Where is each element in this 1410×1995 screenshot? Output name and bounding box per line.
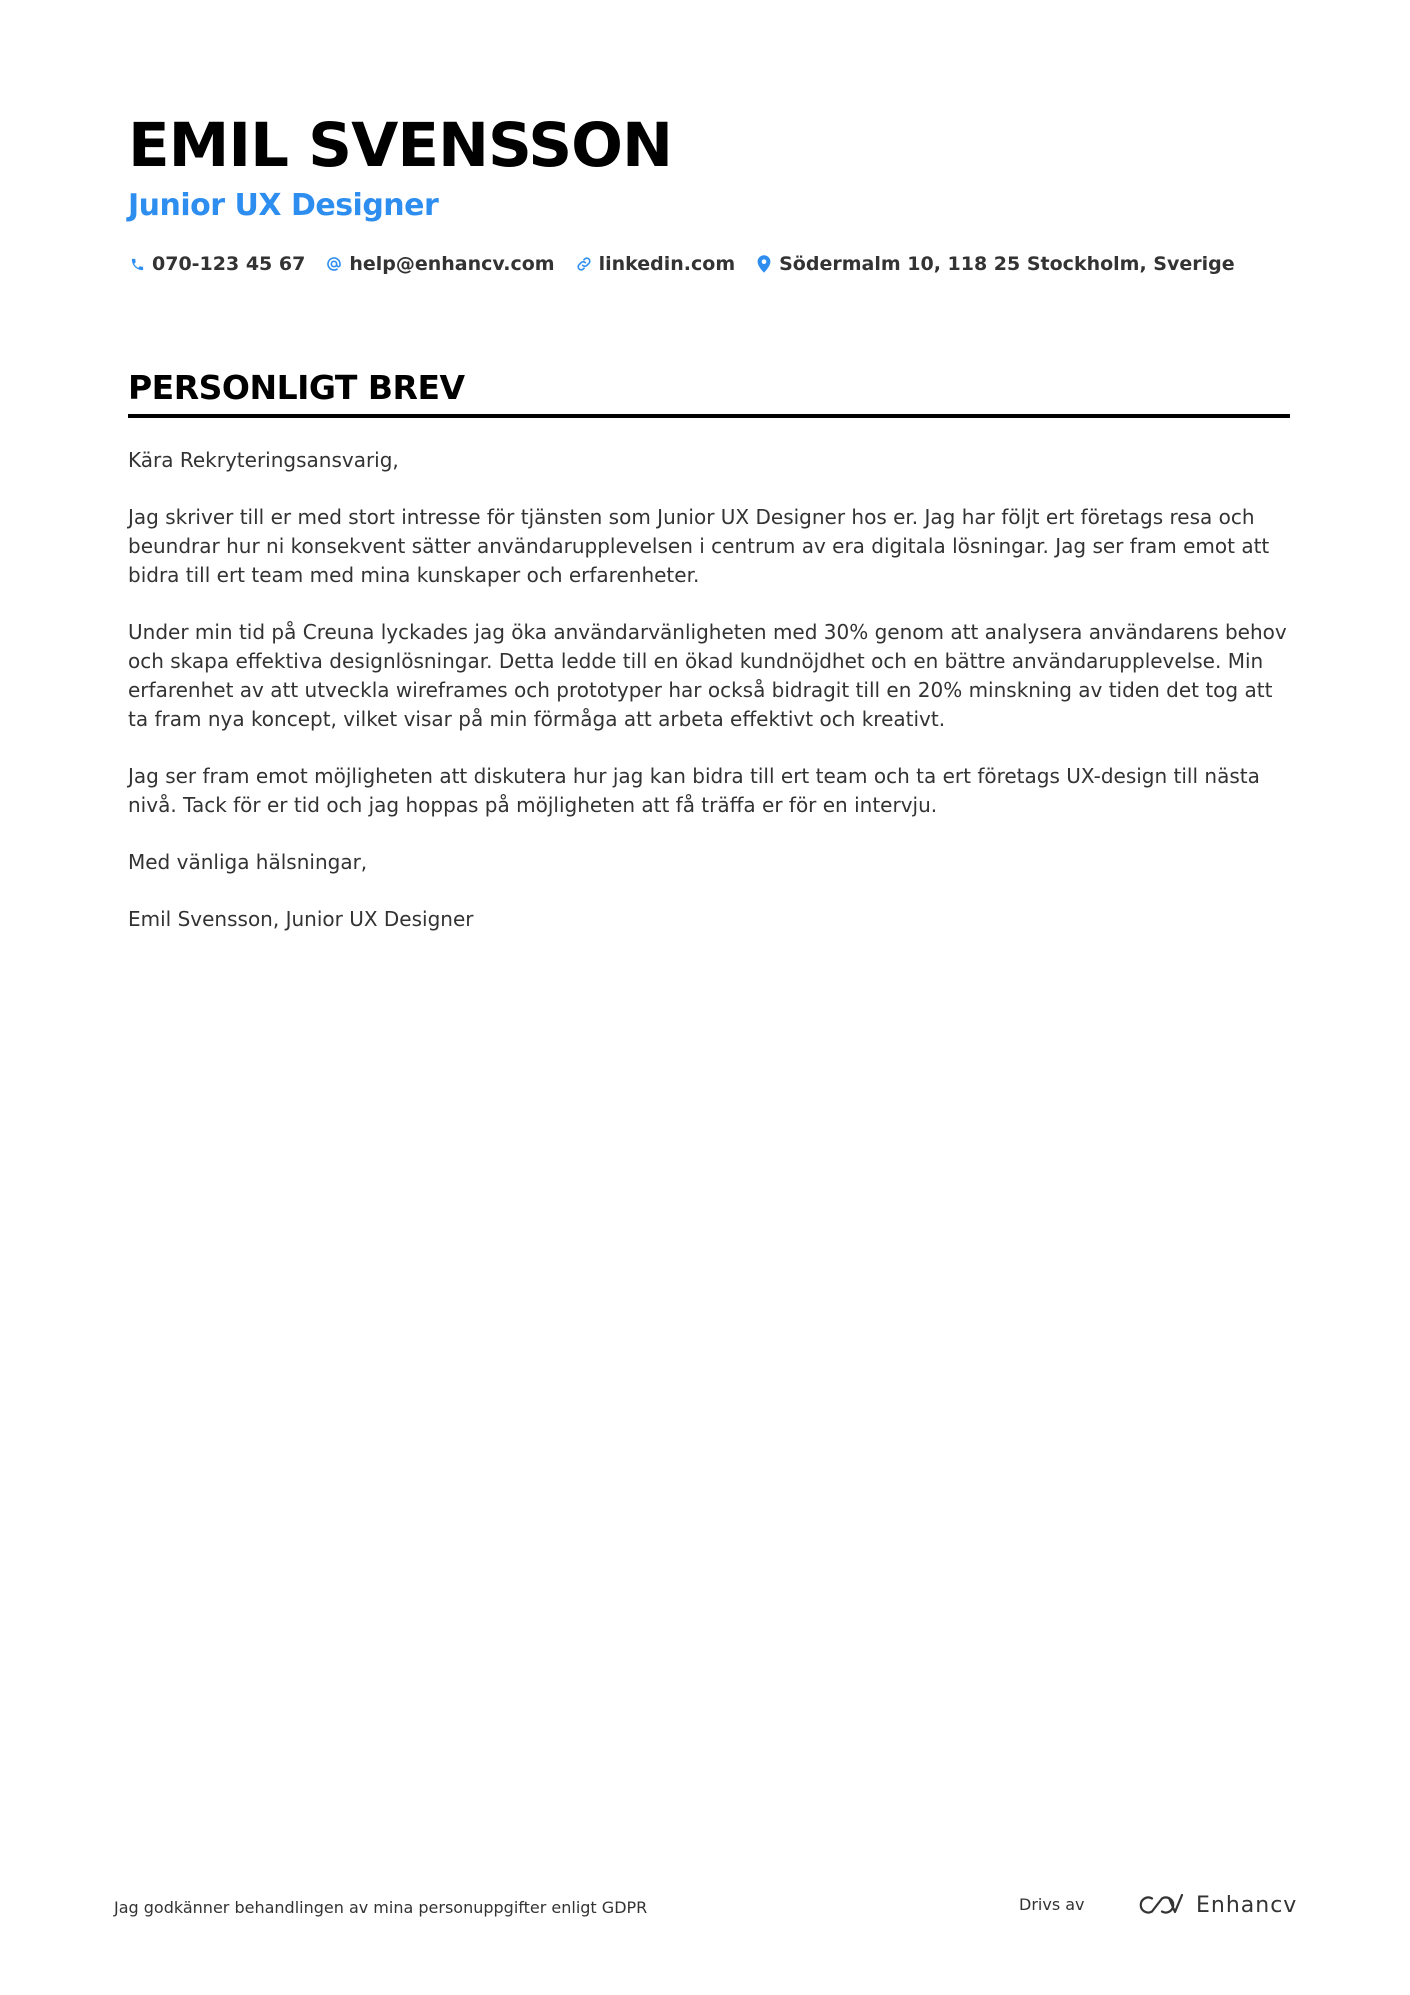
enhancv-logo-icon — [1138, 1892, 1184, 1918]
letter-paragraph: Under min tid på Creuna lyckades jag öka användarvänligheten med 30% genom att analysera användarens behov och skapa effektiva designlösningar. Detta ledde till en ökad kundnöjdhet och en bättre användarupplevelse. Min erfarenhet av att utveckla wireframes och prototyper har också bidragit till en 20% minskning av tiden det tog att ta fram nya koncept, vilket visar på min förmåga att arbeta effektivt och kreativt. — [128, 620, 1287, 731]
letter-body — [128, 446, 1290, 934]
section-divider — [128, 414, 1290, 418]
phone-icon — [128, 254, 146, 274]
contact-linkedin — [575, 252, 736, 276]
cover-letter-section — [128, 366, 1290, 962]
contact-email — [325, 252, 554, 276]
letter-signature: Emil Svensson, Junior UX Designer — [128, 907, 474, 931]
brand-name: Enhancv — [1196, 1892, 1298, 1918]
email-text: help@enhancv.com — [349, 253, 555, 275]
footer — [114, 1888, 1298, 1928]
letter-paragraph: Jag skriver till er med stort intresse för tjänsten som Junior UX Designer hos er. Jag har följt ert företags resa och beundrar hur ni konsekvent sätter användarupplevelsen i centrum av era digitala lösningar. Jag ser fram emot att bidra till ert team med mina kunskaper och erfarenheter. — [128, 505, 1270, 587]
address-text: Södermalm 10, 118 25 Stockholm, Sverige — [779, 253, 1235, 275]
section-title: PERSONLIGT BREV — [128, 368, 465, 407]
at-icon — [325, 254, 343, 274]
location-pin-icon — [755, 254, 773, 274]
linkedin-text: linkedin.com — [598, 253, 736, 275]
applicant-job-title: Junior UX Designer — [128, 188, 439, 223]
gdpr-consent-text: Jag godkänner behandlingen av mina personuppgifter enligt GDPR — [114, 1898, 648, 1917]
applicant-name: EMIL SVENSSON — [128, 110, 673, 181]
letter-closing: Med vänliga hälsningar, — [128, 850, 368, 874]
powered-by-label: Drivs av — [1019, 1895, 1085, 1914]
contact-phone — [128, 252, 305, 276]
letter-paragraph: Jag ser fram emot möjligheten att diskutera hur jag kan bidra till ert team och ta ert företags UX-design till nästa nivå. Tack för er tid och jag hoppas på möjligheten att få träffa er för en intervju. — [128, 764, 1260, 817]
contact-address — [755, 252, 1235, 276]
contact-bar — [128, 252, 1288, 276]
phone-text: 070-123 45 67 — [152, 253, 306, 275]
link-icon — [575, 254, 593, 274]
enhancv-brand[interactable] — [1138, 1888, 1297, 1922]
letter-greeting: Kära Rekryteringsansvarig, — [128, 448, 399, 472]
header — [128, 108, 1288, 276]
